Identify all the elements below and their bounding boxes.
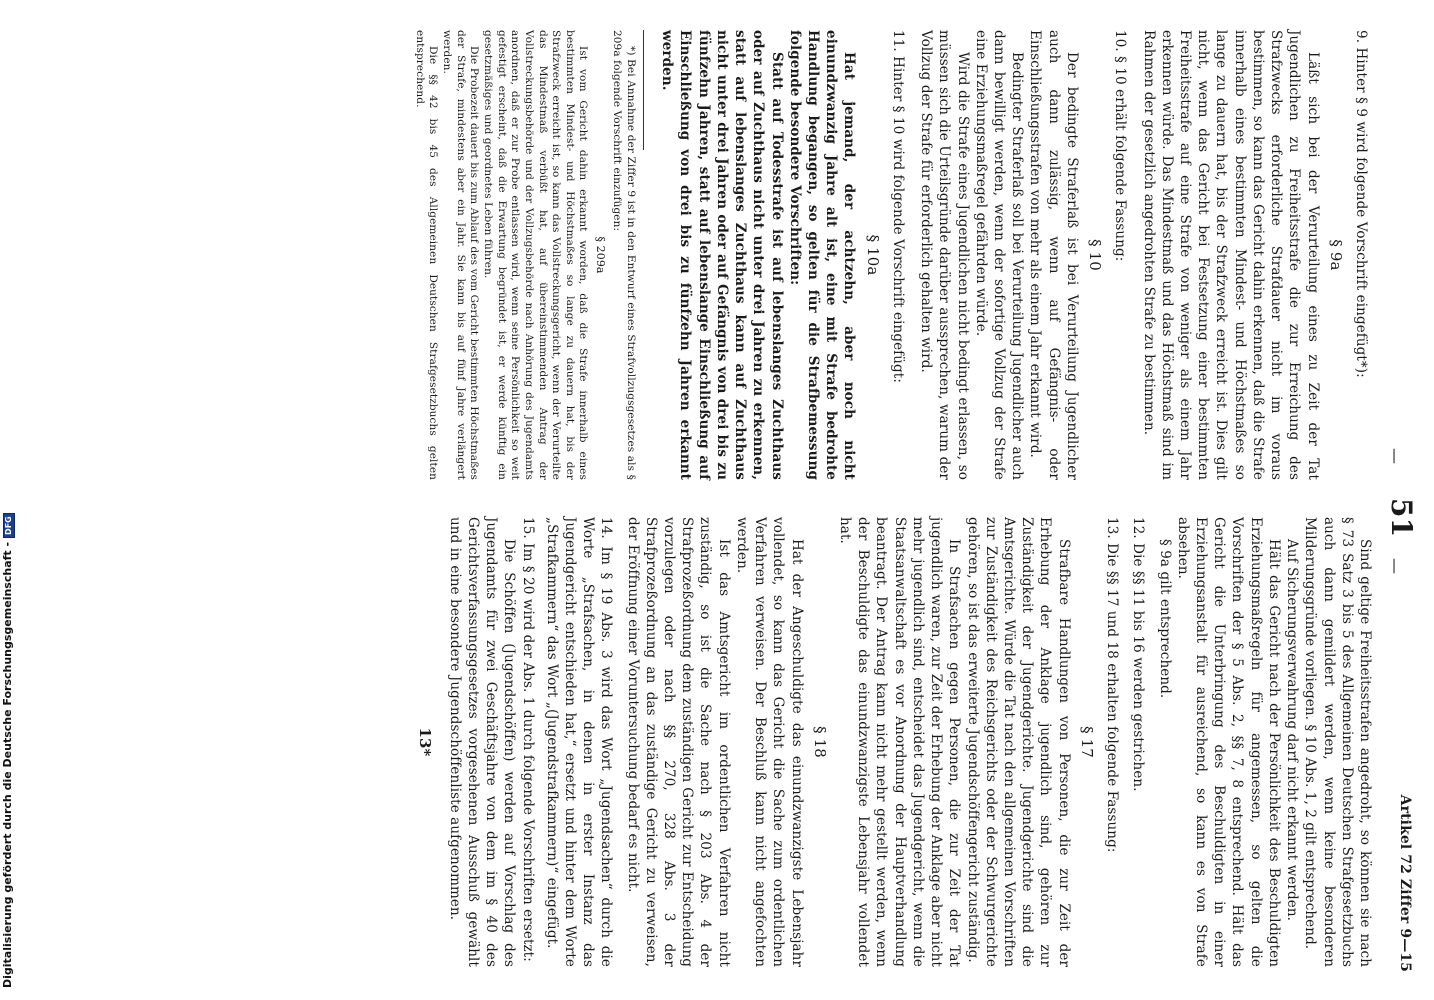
- item-10-heading: 10. § 10 erhält folgende Fassung:: [1112, 30, 1129, 262]
- footnote-intro: *) Bei Annahme der Ziffer 9 ist in den Entwurf eines Strafvollzugsgesetzes als § 209a folgende Vorschrift einzufügen:: [611, 30, 638, 480]
- section-10-text-1: Der bedingte Straferlaß ist bei Verurteilung Jugendlicher auch dann zulässig, wenn auf Gefängnis- oder Einschließungsstrafen von mehr als einem Jahr erkannt wird.: [1027, 30, 1080, 480]
- footnote-text-2: Die Probezeit dauert bis zum Ablauf des vom Gericht bestimmten Höchstmaßes der Strafe, mindestens aber ein Jahr. Sie kann bis auf fünf Jahre verlängert werden.: [441, 30, 481, 480]
- continuation-text-1: Sind geltige Freiheitsstrafen angedroht, so können sie nach § 73 Satz 3 bis 5 des Allgemeinen Deutschen Strafgesetzbuchs auch dann gemildert werden, wenn keine besonderen Milderungsgründe vorliegen. § 10 Abs. 1, 2 gilt entsprechend.: [1302, 517, 1373, 967]
- digitization-notice: [0, 0, 16, 1000]
- continuation-text-3: Hält das Gericht nach der Persönlichkeit des Beschuldigten Erziehungsmaßregeln für angemessen, so gelten die Vorschriften der § 5 Abs. 2, §§ 7, 8 entsprechend. Hält das Gericht die Unterbringung des Beschuldigten in einer Erziehungsanstalt für ausreichend, so kann es von Strafe absehen.: [1174, 517, 1282, 967]
- footnote-section-title: § 209a: [593, 236, 607, 274]
- continuation-text-4: § 9a gilt entsprechend.: [1156, 539, 1173, 699]
- continuation-text-2: Auf Sicherungsverwahrung darf nicht erkannt werden.: [1284, 539, 1301, 922]
- footnote-text-3: Die §§ 42 bis 45 des Allgemeinen Deutschen Strafgesetzbuchs gelten entsprechend.: [413, 30, 440, 480]
- section-10a-text-2: Statt auf Todesstrafe ist auf lebenslanges Zuchthaus oder auf Zuchthaus nicht unter drei Jahren zu erkennen, statt auf lebenslanges Zuchthaus kann auf Zuchthaus nicht unter drei Jahren oder auf Gefängnis von drei bis zu fünfzehn Jahren, statt auf lebenslange Einschließung auf Einschließung von drei bis zu fünfzehn Jahren erkannt werden.: [659, 30, 785, 480]
- footnote-text-1: Ist vom Gericht dahin erkannt worden, daß die Strafe innerhalb eines bestimmten Mindest- und Höchstmaßes so lange zu dauern hat, bis der Strafzweck erreicht ist, so kann das Vollstreckungsgericht, wenn der Verurteilte das Mindestmaß verbüßt hat, auf übereinstimmenden Antrag der Vollstreckungsbehörde und der Vollzugsbehörde nach Anhörung des Jugendamts anordnen, daß er zur Probe entlassen wird, wenn seine Persönlichkeit so weit gefestigt erscheint, daß die Erwartung begründet ist, er werde künftig ein gesetzmäßiges und geordnetes Leben führen.: [481, 30, 590, 480]
- section-10-text-3: Wird die Strafe eines Jugendlichen nicht bedingt erlassen, so müssen sich die Urteilsgründe darüber aussprechen, warum der Vollzug der Strafe für erforderlich gehalten wird.: [918, 30, 971, 480]
- dfg-logo: DFG: [3, 513, 15, 538]
- footnote-rule: [643, 30, 644, 150]
- page-number: 51: [1385, 498, 1418, 538]
- section-18-title: § 18: [810, 726, 829, 758]
- section-9a-text: Läßt sich bei der Verurteilung eines zu Zeit der Tat Jugendlichen zu Freiheitsstrafe die zur Erreichung des Strafzwecks erforderliche Strafdauer nicht im voraus bestimmen, so kann das Gericht dahin erkennen, daß die Strafe innerhalb eines bestimmten Mindest- und Höchstmaßes so lange zu dauern hat, bis der Strafzweck erreicht ist. Dies gilt nicht, wenn das Gericht bei Festsetzung einer bestimmten Freiheitsstrafe auf eine Strafe von weniger als einem Jahr erkennen würde. Das Mindestmaß und das Höchstmaß sind im Rahmen der gesetzlich angedrohten Strafe zu bestimmen.: [1140, 30, 1321, 480]
- sheet-signature: 13*: [416, 727, 435, 757]
- item-11-heading: 11. Hinter § 10 wird folgende Vorschrift eingefügt:: [889, 30, 906, 383]
- section-10-text-2: Bedingter Straferlaß soll bei Verurteilung Jugendlicher auch dann bewilligt werden, wenn der sofortige Vollzug der Strafe eine Erziehungsmaßregel gefährden würde.: [972, 30, 1026, 480]
- section-10a-text-1: Hat jemand, der achtzehn, aber noch nicht einundzwanzig Jahre alt ist, eine mit Strafe bedrohte Handlung begangen, so gelten für die Strafbemessung folgende besondere Vorschriften:: [786, 30, 858, 480]
- section-10a-title: § 10a: [863, 234, 882, 276]
- left-column: [412, 30, 1374, 480]
- section-9a-title: § 9a: [1326, 239, 1345, 271]
- header-dash-left: —: [1386, 448, 1405, 465]
- item-15-text: Die Schöffen (Jugendschöffen) werden auf Vorschlag des Jugendamts für zwei Geschäftsjahre von dem im § 40 des Gerichtsverfassungsgesetzes vorgesehenen Ausschuß gewählt und in eine besondere Jugendschöffenliste aufgenommen.: [446, 517, 518, 967]
- page-header: [1382, 28, 1428, 972]
- item-15-heading: 15. Im § 20 wird der Abs. 1 durch folgende Vorschriften ersetzt:: [519, 517, 536, 962]
- footnote: [412, 30, 637, 480]
- item-9-heading: 9. Hinter § 9 wird folgende Vorschrift eingefügt*):: [1353, 30, 1369, 378]
- section-18-text-2: Ist das Amtsgericht im ordentlichen Verfahren nicht zuständig, so ist die Sache nach § 203 Abs. 4 der Strafprozeßordnung dem zuständigen Gericht zur Entscheidung vorzulegen oder nach §§ 270, 328 Abs. 3 der Strafprozeßordnung an das zuständige Gericht zu verweisen, der Eröffnung einer Voruntersuchung bedarf es nicht.: [624, 517, 732, 967]
- digitization-notice-text: Digitalisierung gefördert durch die Deutsche Forschungsgemeinschaft -: [1, 541, 14, 988]
- item-12-heading: 12. Die §§ 11 bis 16 werden gestrichen.: [1130, 517, 1147, 792]
- running-head: Artikel 72 Ziffer 9—15: [1397, 794, 1413, 972]
- section-17-text-1: Strafbare Handlungen von Personen, die zur Zeit der Erhebung der Anklage jugendlich sind, gehören zur Zuständigkeit der Jugendgerichte. Jugendgerichte sind die Amtsgerichte. Würde die Tat nach den allgemeinen Vorschriften zur Zuständigkeit des Reichsgerichts oder der Schwurgerichte gehören, so ist das erweiterte Jugendschöffengericht zuständig.: [964, 517, 1072, 967]
- right-column: [415, 517, 1374, 967]
- section-18-text-1: Hat der Angeschuldigte das einundzwanzigste Lebensjahr vollendet, so kann das Gericht die Sache zum ordentlichen Verfahren verweisen. Der Beschluß kann nicht angefochten werden.: [733, 517, 805, 967]
- item-14-text: 14. Im § 19 Abs. 3 wird das Wort „Jugendsachen“ durch die Worte „Strafsachen, in denen in erster Instanz das Jugendgericht entschieden hat,“ ersetzt und hinter dem Worte „Strafkammern“ das Wort „(Jugendstrafkammern)“ eingefügt.: [543, 517, 615, 967]
- item-13-heading: 13. Die §§ 17 und 18 erhalten folgende Fassung:: [1104, 517, 1121, 853]
- section-17-text-2: In Strafsachen gegen Personen, die zur Zeit der Tat jugendlich waren, zur Zeit der Erhebung der Anklage aber nicht mehr jugendlich sind, entscheidet das Jugendgericht, wenn die Staatsanwaltschaft es vor Anordnung der Hauptverhandlung beantragt. Der Antrag kann nicht mehr gestellt werden, wenn der Beschuldigte das einundzwanzigste Lebensjahr vollendet hat.: [837, 517, 963, 967]
- header-dash-right: —: [1386, 558, 1405, 575]
- section-17-title: § 17: [1077, 726, 1096, 758]
- section-10-title: § 10: [1086, 239, 1105, 271]
